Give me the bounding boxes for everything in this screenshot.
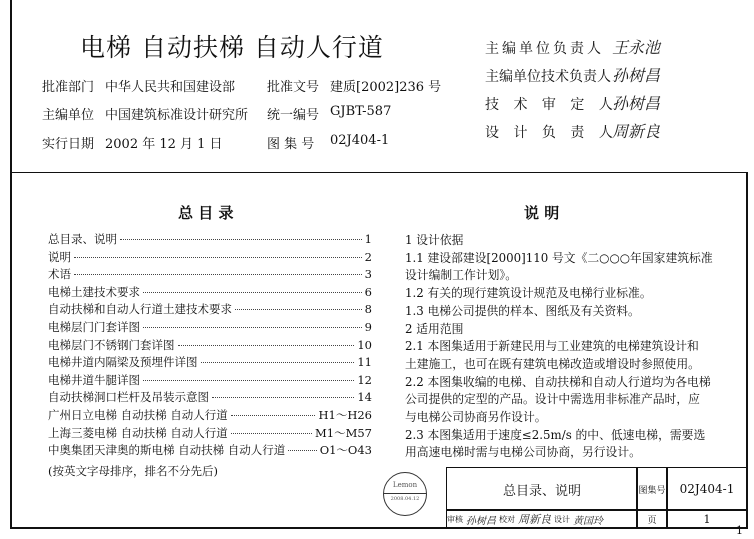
toc-item-page: 8 <box>364 302 372 317</box>
design-signature: 黄国玲 <box>573 515 603 527</box>
leader-dots <box>143 380 354 381</box>
notes-title: 说 明 <box>524 204 560 222</box>
toc-item-label: 中奥集团天津奥的斯电梯 自动扶梯 自动人行道 <box>48 443 286 458</box>
toc-item-page: 10 <box>357 337 372 352</box>
review-label: 审核 <box>447 514 463 524</box>
meta-value: 2002 年 12 月 1 日 <box>105 137 223 152</box>
toc-item-page: 14 <box>357 390 372 405</box>
toc-item <box>48 319 372 335</box>
toc-item-label: 自动扶梯和自动人行道土建技术要求 <box>48 302 232 317</box>
toc-item <box>48 266 372 282</box>
stamp-name: Lemon <box>392 481 418 489</box>
toc-item-label: 电梯层门门套详图 <box>48 320 140 334</box>
atlas-label: 图集号 <box>636 467 668 511</box>
signature: 周新良 <box>612 122 661 141</box>
toc-item-label: 电梯井道牛腿详图 <box>48 372 140 387</box>
frame-divider <box>10 172 747 173</box>
toc-item-label: 说明 <box>48 249 71 264</box>
signature: 王永池 <box>612 38 661 57</box>
signatory-role: 主编单位技术负责人 <box>485 69 611 85</box>
toc-item <box>48 425 372 441</box>
toc-item-label: 术语 <box>48 267 71 282</box>
note-line: 2.3 本图集适用于速度≤2.5m/s 的中、低速电梯，需要选 <box>405 427 706 442</box>
sheet-title: 总目录、说明 <box>446 467 638 511</box>
toc-item-page: O1～O43 <box>319 443 372 458</box>
toc-item <box>48 231 372 247</box>
meta-value: 中华人民共和国建设部 <box>105 80 236 95</box>
signatory-role: 技 术 审 定 人 <box>485 97 618 113</box>
toc-footnote: (按英文字母排序，排名不分先后) <box>48 464 218 478</box>
toc-item-label: 自动扶梯洞口栏杆及吊装示意图 <box>48 390 209 405</box>
leader-dots <box>231 433 312 434</box>
review-stamp <box>383 472 427 516</box>
leader-dots <box>143 327 362 328</box>
signature: 孙树昌 <box>612 94 661 113</box>
toc-item-page: 12 <box>357 372 372 387</box>
toc-item-label: 广州日立电梯 自动扶梯 自动人行道 <box>48 408 228 422</box>
toc-item-page: 11 <box>357 355 372 370</box>
note-line: 2.2 本图集收编的电梯、自动扶梯和自动人行道均为各电梯 <box>405 374 711 389</box>
note-line: 1.2 有关的现行建筑设计规范及电梯行业标准。 <box>405 286 652 301</box>
leader-dots <box>235 309 362 310</box>
toc-item <box>48 354 372 370</box>
signatory-role: 主编单位负责人 <box>485 41 604 57</box>
note-line: 用高速电梯时需与电梯公司协商，另行设计。 <box>405 445 641 460</box>
toc-item <box>48 407 372 423</box>
toc-item-page: 1 <box>364 232 372 246</box>
meta-value: 中国建筑标准设计研究所 <box>105 108 249 123</box>
toc-item-page: M1～M57 <box>314 425 372 440</box>
toc-item <box>48 249 372 265</box>
toc-item-page: 9 <box>364 320 372 334</box>
atlas-number: 02J404-1 <box>666 467 748 511</box>
note-line: 2 适用范围 <box>405 321 464 336</box>
signature: 孙树昌 <box>612 66 661 85</box>
page-value: 1 <box>666 509 748 529</box>
toc-item <box>48 442 372 458</box>
meta-value: 02J404-1 <box>330 133 390 148</box>
meta-label: 批准文号 <box>267 80 320 95</box>
note-line: 公司提供的定型的产品。设计中需选用非标准产品时，应 <box>405 392 700 407</box>
check-label: 校对 <box>499 514 515 524</box>
check-signature: 周新良 <box>518 513 551 526</box>
stamp-date: 2008.04.12 <box>390 496 420 502</box>
page-number: 1 <box>736 524 743 537</box>
frame-left <box>10 0 12 528</box>
note-line: 1 设计依据 <box>405 233 464 247</box>
leader-dots <box>231 415 316 416</box>
toc-item <box>48 389 372 405</box>
note-line: 2.1 本图集适用于新建民用与工业建筑的电梯建筑设计和 <box>405 339 699 354</box>
meta-value: GJBT-587 <box>330 104 392 119</box>
leader-dots <box>74 257 362 258</box>
toc-title: 总 目 录 <box>178 204 234 222</box>
signatory-role: 设 计 负 责 人 <box>485 125 618 141</box>
page-label: 页 <box>636 509 668 529</box>
toc-item-label: 电梯井道内隔梁及预埋件详图 <box>48 355 198 370</box>
leader-dots <box>201 362 355 363</box>
note-line: 1.1 建设部建设[2000]110 号文《二○○○年国家建筑标准 <box>405 250 713 265</box>
toc-item-page: 2 <box>364 249 372 264</box>
meta-label: 图 集 号 <box>267 137 315 152</box>
meta-label: 实行日期 <box>42 137 95 152</box>
leader-dots <box>74 274 362 275</box>
toc-item-page: 6 <box>364 284 372 299</box>
note-line: 土建施工，也可在既有建筑电梯改造或增设时参照使用。 <box>405 356 700 371</box>
toc-item <box>48 337 372 353</box>
leader-dots <box>288 450 316 451</box>
toc-item-label: 电梯土建技术要求 <box>48 284 140 299</box>
toc-item <box>48 301 372 317</box>
toc-item <box>48 284 372 300</box>
toc-item-label: 总目录、说明 <box>48 232 117 246</box>
design-label: 设计 <box>554 514 570 524</box>
toc-item-label: 电梯层门不锈钢门套详图 <box>48 337 175 352</box>
note-line: 设计编制工作计划》。 <box>405 268 518 283</box>
approval-row <box>446 509 638 529</box>
review-signature: 孙树昌 <box>466 515 496 527</box>
toc-item-page: H1～H26 <box>318 408 372 422</box>
leader-dots <box>178 345 355 346</box>
meta-label: 批准部门 <box>42 80 95 95</box>
meta-label: 主编单位 <box>42 108 95 123</box>
toc-item-page: 3 <box>364 267 372 282</box>
toc-item <box>48 372 372 388</box>
toc-item-label: 上海三菱电梯 自动扶梯 自动人行道 <box>48 425 228 440</box>
note-line: 1.3 电梯公司提供的样本、图纸及有关资料。 <box>405 303 640 318</box>
meta-label: 统一编号 <box>267 108 320 123</box>
document-title: 电梯 自动扶梯 自动人行道 <box>80 33 384 62</box>
meta-value: 建质[2002]236 号 <box>330 80 442 95</box>
leader-dots <box>212 397 354 398</box>
note-line: 与电梯公司协商另作设计。 <box>405 410 547 424</box>
leader-dots <box>120 239 362 240</box>
leader-dots <box>143 292 362 293</box>
